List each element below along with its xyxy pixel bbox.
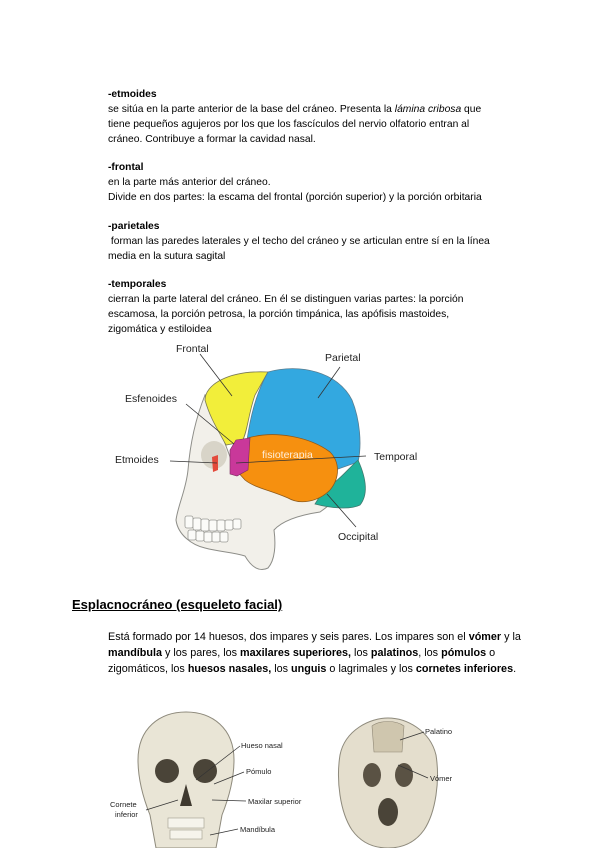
label-temporal: Temporal: [374, 451, 418, 463]
bold-term: maxilares superiores,: [240, 647, 352, 659]
paragraph-text: .: [513, 663, 517, 675]
upper-teeth: [168, 818, 204, 828]
term-parietales: -parietales: [108, 221, 160, 232]
label-inferior: inferior: [115, 810, 138, 819]
temporales-line-2: escamosa, la porción petrosa, la porción timpánica, las apófisis mastoides,: [108, 309, 450, 320]
foramen-right: [395, 763, 413, 787]
left-orbit: [155, 759, 179, 783]
paragraph-text: los: [271, 663, 292, 675]
skull-base-figure: [339, 718, 438, 848]
bold-term: palatinos: [370, 647, 419, 659]
label-etmoides: Etmoides: [115, 454, 159, 466]
temporales-line-3: zigomática y estiloidea: [108, 324, 212, 335]
label-pomulo: Pómulo: [246, 767, 272, 776]
parietales-line-2: media en la sutura sagital: [108, 251, 226, 262]
etmoides-line-3: cráneo. Contribuye a formar la cavidad nasal.: [108, 134, 316, 145]
palate-area: [372, 722, 404, 753]
skull-front-figure: [138, 712, 234, 848]
watermark-text: fisioterapia: [262, 449, 313, 461]
paragraph-text: Está formado por 14 huesos, dos impares y seis pares. Los impares son el: [108, 631, 469, 643]
bold-term: unguis: [291, 663, 327, 675]
label-vomer: Vómer: [430, 774, 453, 783]
foramen-left: [363, 763, 381, 787]
temporales-line-1: cierran la parte lateral del cráneo. En él se distinguen varias partes: la porción: [108, 294, 464, 305]
label-occipital: Occipital: [338, 531, 379, 543]
label-cornete: Cornete: [110, 800, 137, 809]
lower-teeth: [170, 830, 202, 839]
esplacnocraneo-paragraph: [108, 629, 528, 677]
paragraph-text: o zigomáticos, los: [108, 647, 496, 675]
label-parietal: Parietal: [325, 352, 361, 364]
bold-term: mandíbula: [108, 647, 162, 659]
paragraph-text: y la: [501, 631, 521, 643]
label-hueso-nasal: Hueso nasal: [241, 741, 283, 750]
paragraph-text: y los pares, los: [162, 647, 241, 659]
term-etmoides: -etmoides: [108, 89, 157, 100]
etmoides-text: se sitúa en la parte anterior de la base del cráneo. Presenta la: [108, 104, 395, 115]
bold-term: cornetes inferiores: [415, 663, 514, 675]
etmoides-line-2: tiene pequeños agujeros por los que los fascículos del nervio olfatorio entran al: [108, 119, 470, 130]
section-title-esplacnocraneo: Esplacnocráneo (esqueleto facial): [72, 597, 283, 612]
label-maxilar: Maxilar superior: [248, 797, 302, 806]
lamina-cribosa-italic: lámina cribosa: [394, 104, 462, 115]
parietales-line-1: forman las paredes laterales y el techo del cráneo y se articulan entre sí en la línea: [108, 236, 490, 247]
label-frontal: Frontal: [176, 343, 209, 355]
term-temporales: -temporales: [108, 279, 167, 290]
label-esfenoides: Esfenoides: [125, 393, 177, 405]
term-frontal: -frontal: [108, 162, 144, 173]
bold-term: pómulos: [441, 647, 487, 659]
paragraph-text: los: [351, 647, 371, 659]
frontal-line-1: en la parte más anterior del cráneo.: [108, 177, 271, 188]
label-palatino: Palatino: [425, 727, 453, 736]
bold-term: huesos nasales,: [187, 663, 272, 675]
bold-term: vómer: [468, 631, 502, 643]
foramen-magnum: [378, 798, 398, 826]
paragraph-text: , los: [418, 647, 442, 659]
frontal-line-2: Divide en dos partes: la escama del frontal (porción superior) y la porción orbitaria: [108, 192, 482, 203]
label-mandibula: Mandíbula: [240, 825, 276, 834]
etmoides-bone: [212, 455, 218, 472]
paragraph-text: o lagrimales y los: [326, 663, 416, 675]
etmoides-text-end: que: [461, 104, 482, 115]
